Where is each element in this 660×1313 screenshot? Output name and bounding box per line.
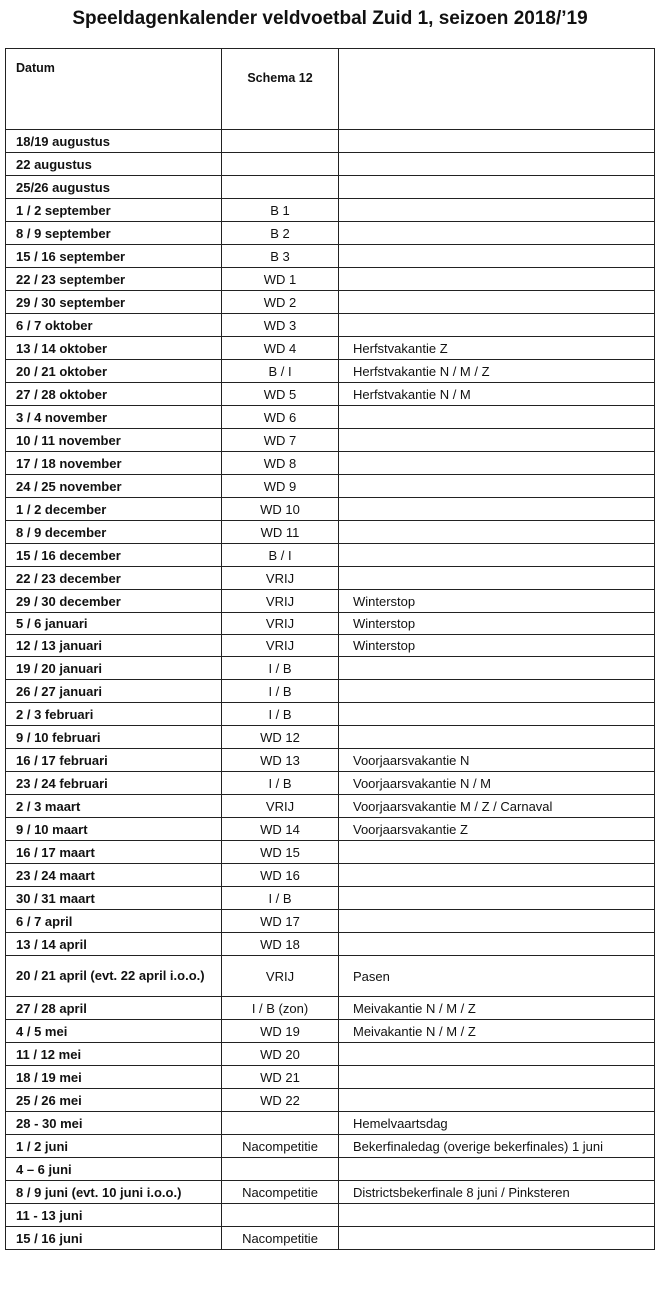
- schema-cell: WD 9: [222, 475, 339, 498]
- date-cell: 25/26 augustus: [6, 176, 222, 199]
- schema-cell: WD 3: [222, 314, 339, 337]
- table-row: [6, 360, 655, 383]
- date-cell: 22 / 23 september: [6, 268, 222, 291]
- schema-cell: VRIJ: [222, 956, 339, 997]
- note-cell: [339, 406, 655, 429]
- table-row: [6, 130, 655, 153]
- date-cell: 16 / 17 maart: [6, 841, 222, 864]
- table-row: [6, 1020, 655, 1043]
- note-cell: Voorjaarsvakantie Z: [339, 818, 655, 841]
- date-cell: 15 / 16 december: [6, 544, 222, 567]
- table-row: [6, 818, 655, 841]
- schema-cell: WD 22: [222, 1089, 339, 1112]
- schedule-table: [5, 48, 655, 1250]
- note-cell: Voorjaarsvakantie M / Z / Carnaval: [339, 795, 655, 818]
- schema-cell: WD 15: [222, 841, 339, 864]
- table-row: [6, 1204, 655, 1227]
- table-row: [6, 997, 655, 1020]
- schema-cell: WD 17: [222, 910, 339, 933]
- schema-cell: VRIJ: [222, 590, 339, 613]
- date-cell: 23 / 24 maart: [6, 864, 222, 887]
- table-row: [6, 1112, 655, 1135]
- note-cell: [339, 841, 655, 864]
- table-row: [6, 772, 655, 795]
- schema-cell: I / B: [222, 887, 339, 910]
- date-cell: 2 / 3 februari: [6, 703, 222, 726]
- page-title: Speeldagenkalender veldvoetbal Zuid 1, seizoen 2018/’19: [72, 8, 588, 29]
- table-row: [6, 956, 655, 997]
- note-cell: Hemelvaartsdag: [339, 1112, 655, 1135]
- schema-cell: [222, 1204, 339, 1227]
- schema-cell: WD 16: [222, 864, 339, 887]
- schema-cell: B / I: [222, 360, 339, 383]
- schema-cell: WD 2: [222, 291, 339, 314]
- table-row: [6, 498, 655, 521]
- note-cell: [339, 567, 655, 590]
- date-cell: 9 / 10 maart: [6, 818, 222, 841]
- table-row: [6, 590, 655, 613]
- note-cell: Voorjaarsvakantie N / M: [339, 772, 655, 795]
- date-cell: 5 / 6 januari: [6, 613, 222, 635]
- date-cell: 6 / 7 oktober: [6, 314, 222, 337]
- note-cell: [339, 222, 655, 245]
- date-cell: 18 / 19 mei: [6, 1066, 222, 1089]
- table-row: [6, 795, 655, 818]
- schema-cell: WD 18: [222, 933, 339, 956]
- date-cell: 29 / 30 december: [6, 590, 222, 613]
- note-cell: Pasen: [339, 956, 655, 997]
- date-cell: 20 / 21 april (evt. 22 april i.o.o.): [6, 956, 222, 997]
- table-row: [6, 176, 655, 199]
- note-cell: [339, 314, 655, 337]
- date-cell: 1 / 2 september: [6, 199, 222, 222]
- table-row: [6, 680, 655, 703]
- note-cell: [339, 1089, 655, 1112]
- schema-cell: B 3: [222, 245, 339, 268]
- table-row: [6, 383, 655, 406]
- table-row: [6, 933, 655, 956]
- date-cell: 4 – 6 juni: [6, 1158, 222, 1181]
- note-cell: Voorjaarsvakantie N: [339, 749, 655, 772]
- schema-cell: [222, 1158, 339, 1181]
- table-row: [6, 245, 655, 268]
- table-row: [6, 1227, 655, 1250]
- note-cell: [339, 703, 655, 726]
- note-cell: [339, 130, 655, 153]
- note-cell: [339, 176, 655, 199]
- schema-cell: WD 14: [222, 818, 339, 841]
- date-cell: 15 / 16 september: [6, 245, 222, 268]
- note-cell: Meivakantie N / M / Z: [339, 997, 655, 1020]
- date-cell: 10 / 11 november: [6, 429, 222, 452]
- table-row: [6, 703, 655, 726]
- note-cell: Winterstop: [339, 613, 655, 635]
- schema-cell: WD 7: [222, 429, 339, 452]
- schema-cell: WD 20: [222, 1043, 339, 1066]
- note-cell: [339, 657, 655, 680]
- header-schema: Schema 12: [222, 49, 339, 130]
- table-row: [6, 726, 655, 749]
- note-cell: [339, 910, 655, 933]
- table-row: [6, 452, 655, 475]
- note-cell: [339, 268, 655, 291]
- schema-cell: B 1: [222, 199, 339, 222]
- table-row: [6, 337, 655, 360]
- note-cell: [339, 153, 655, 176]
- note-cell: [339, 452, 655, 475]
- note-cell: [339, 1227, 655, 1250]
- schema-cell: WD 21: [222, 1066, 339, 1089]
- schema-cell: I / B: [222, 680, 339, 703]
- table-row: [6, 268, 655, 291]
- schema-cell: [222, 1112, 339, 1135]
- date-cell: 20 / 21 oktober: [6, 360, 222, 383]
- note-cell: Meivakantie N / M / Z: [339, 1020, 655, 1043]
- date-cell: 27 / 28 oktober: [6, 383, 222, 406]
- table-row: [6, 1181, 655, 1204]
- schema-cell: VRIJ: [222, 613, 339, 635]
- date-cell: 13 / 14 oktober: [6, 337, 222, 360]
- schema-cell: VRIJ: [222, 567, 339, 590]
- schema-cell: [222, 176, 339, 199]
- table-header-row: [6, 49, 655, 130]
- note-cell: [339, 521, 655, 544]
- date-cell: 24 / 25 november: [6, 475, 222, 498]
- note-cell: [339, 887, 655, 910]
- schema-cell: VRIJ: [222, 635, 339, 657]
- date-cell: 13 / 14 april: [6, 933, 222, 956]
- schema-cell: WD 11: [222, 521, 339, 544]
- schema-cell: WD 12: [222, 726, 339, 749]
- date-cell: 8 / 9 december: [6, 521, 222, 544]
- note-cell: Bekerfinaledag (overige bekerfinales) 1 juni: [339, 1135, 655, 1158]
- schema-cell: WD 1: [222, 268, 339, 291]
- schema-cell: I / B: [222, 657, 339, 680]
- schema-cell: [222, 153, 339, 176]
- schema-cell: Nacompetitie: [222, 1227, 339, 1250]
- note-cell: [339, 1043, 655, 1066]
- note-cell: [339, 726, 655, 749]
- note-cell: [339, 933, 655, 956]
- schema-cell: Nacompetitie: [222, 1181, 339, 1204]
- note-cell: [339, 498, 655, 521]
- table-row: [6, 521, 655, 544]
- table-row: [6, 887, 655, 910]
- table-row: [6, 314, 655, 337]
- table-row: [6, 613, 655, 635]
- date-cell: 18/19 augustus: [6, 130, 222, 153]
- table-row: [6, 1158, 655, 1181]
- table-row: [6, 635, 655, 657]
- note-cell: [339, 680, 655, 703]
- header-date: Datum: [6, 49, 222, 130]
- schema-cell: I / B (zon): [222, 997, 339, 1020]
- table-row: [6, 657, 655, 680]
- schema-cell: B / I: [222, 544, 339, 567]
- header-note: [339, 49, 655, 130]
- note-cell: Districtsbekerfinale 8 juni / Pinksteren: [339, 1181, 655, 1204]
- note-cell: Winterstop: [339, 590, 655, 613]
- table-row: [6, 841, 655, 864]
- date-cell: 9 / 10 februari: [6, 726, 222, 749]
- note-cell: [339, 475, 655, 498]
- table-row: [6, 199, 655, 222]
- note-cell: [339, 544, 655, 567]
- table-row: [6, 1135, 655, 1158]
- schema-cell: VRIJ: [222, 795, 339, 818]
- note-cell: Herfstvakantie N / M / Z: [339, 360, 655, 383]
- table-row: [6, 291, 655, 314]
- note-cell: [339, 1158, 655, 1181]
- date-cell: 11 / 12 mei: [6, 1043, 222, 1066]
- schema-cell: I / B: [222, 703, 339, 726]
- date-cell: 3 / 4 november: [6, 406, 222, 429]
- date-cell: 1 / 2 juni: [6, 1135, 222, 1158]
- date-cell: 28 - 30 mei: [6, 1112, 222, 1135]
- note-cell: [339, 1066, 655, 1089]
- note-cell: Herfstvakantie Z: [339, 337, 655, 360]
- schema-cell: Nacompetitie: [222, 1135, 339, 1158]
- date-cell: 11 - 13 juni: [6, 1204, 222, 1227]
- table-row: [6, 544, 655, 567]
- table-row: [6, 406, 655, 429]
- note-cell: [339, 1204, 655, 1227]
- date-cell: 30 / 31 maart: [6, 887, 222, 910]
- date-cell: 4 / 5 mei: [6, 1020, 222, 1043]
- date-cell: 8 / 9 september: [6, 222, 222, 245]
- table-row: [6, 1089, 655, 1112]
- table-row: [6, 1043, 655, 1066]
- schema-cell: WD 13: [222, 749, 339, 772]
- schema-cell: [222, 130, 339, 153]
- table-row: [6, 910, 655, 933]
- date-cell: 16 / 17 februari: [6, 749, 222, 772]
- date-cell: 2 / 3 maart: [6, 795, 222, 818]
- note-cell: Herfstvakantie N / M: [339, 383, 655, 406]
- table-row: [6, 1066, 655, 1089]
- date-cell: 22 / 23 december: [6, 567, 222, 590]
- note-cell: [339, 245, 655, 268]
- note-cell: [339, 864, 655, 887]
- schema-cell: WD 8: [222, 452, 339, 475]
- date-cell: 17 / 18 november: [6, 452, 222, 475]
- date-cell: 22 augustus: [6, 153, 222, 176]
- schema-cell: WD 19: [222, 1020, 339, 1043]
- date-cell: 29 / 30 september: [6, 291, 222, 314]
- date-cell: 1 / 2 december: [6, 498, 222, 521]
- table-row: [6, 222, 655, 245]
- schema-cell: WD 5: [222, 383, 339, 406]
- note-cell: [339, 199, 655, 222]
- note-cell: Winterstop: [339, 635, 655, 657]
- table-row: [6, 749, 655, 772]
- schema-cell: WD 10: [222, 498, 339, 521]
- date-cell: 15 / 16 juni: [6, 1227, 222, 1250]
- date-cell: 6 / 7 april: [6, 910, 222, 933]
- date-cell: 25 / 26 mei: [6, 1089, 222, 1112]
- schema-cell: WD 4: [222, 337, 339, 360]
- date-cell: 23 / 24 februari: [6, 772, 222, 795]
- date-cell: 19 / 20 januari: [6, 657, 222, 680]
- table-row: [6, 567, 655, 590]
- date-cell: 8 / 9 juni (evt. 10 juni i.o.o.): [6, 1181, 222, 1204]
- date-cell: 26 / 27 januari: [6, 680, 222, 703]
- schema-cell: WD 6: [222, 406, 339, 429]
- note-cell: [339, 291, 655, 314]
- table-row: [6, 429, 655, 452]
- table-row: [6, 153, 655, 176]
- table-row: [6, 475, 655, 498]
- table-row: [6, 864, 655, 887]
- date-cell: 27 / 28 april: [6, 997, 222, 1020]
- schema-cell: B 2: [222, 222, 339, 245]
- schema-cell: I / B: [222, 772, 339, 795]
- date-cell: 12 / 13 januari: [6, 635, 222, 657]
- note-cell: [339, 429, 655, 452]
